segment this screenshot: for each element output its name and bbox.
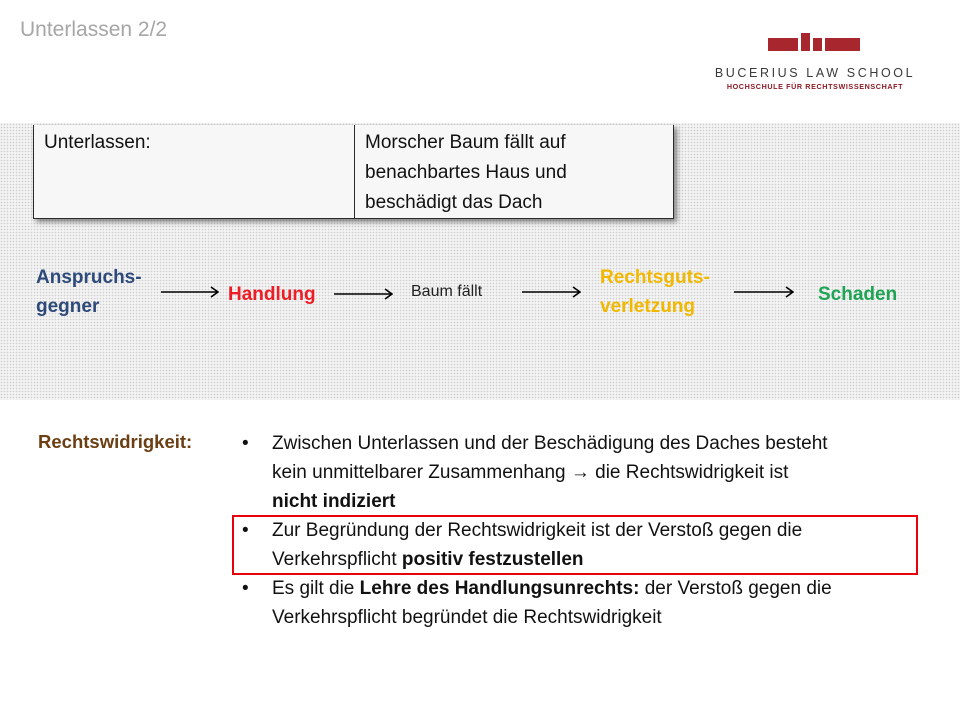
arrow-right-icon — [334, 288, 393, 300]
bullet-bold-text: nicht indiziert — [272, 491, 396, 512]
slide-title: Unterlassen 2/2 — [20, 18, 168, 41]
table-description-line: benachbartes Haus und — [365, 162, 567, 183]
bullet-icon: • — [242, 578, 249, 599]
arrow-right-icon — [522, 286, 581, 298]
bucerius-logo — [700, 33, 930, 93]
table-cell-description — [355, 125, 673, 218]
rechtswidrigkeit-label: Rechtswidrigkeit: — [38, 431, 193, 452]
list-item — [240, 429, 930, 516]
flow-anspruchsgegner — [36, 263, 142, 321]
flow-rechtsguts-line: Rechtsguts- — [600, 267, 710, 288]
flow-baum-faellt: Baum fällt — [411, 283, 483, 300]
logo-subtitle: HOCHSCHULE FÜR RECHTSWISSENSCHAFT — [726, 82, 904, 91]
flow-anspruchsgegner-line: gegner — [36, 296, 100, 317]
flow-rechtsgutsverletzung — [600, 263, 710, 321]
bullet-bold-text: positiv festzustellen — [401, 549, 584, 570]
bullet-text: Verkehrspflicht — [272, 549, 402, 570]
bullet-icon: • — [242, 520, 249, 541]
bullet-line: kein unmittelbarer Zusammenhang → die Rechtswidrigkeit ist — [272, 462, 789, 483]
flow-schaden: Schaden — [818, 284, 898, 305]
logo-bars-icon — [768, 33, 860, 53]
bullet-line: Verkehrspflicht begründet die Rechtswidrigkeit — [272, 607, 662, 628]
bullet-line: Zwischen Unterlassen und der Beschädigung des Daches besteht — [272, 433, 828, 454]
table-description-line: Morscher Baum fällt auf — [365, 132, 566, 153]
case-table — [33, 125, 674, 219]
table-cell-label — [34, 125, 355, 218]
flow-handlung: Handlung — [228, 284, 316, 305]
bullet-text: der Verstoß gegen die — [639, 578, 832, 599]
bullet-icon: • — [242, 433, 249, 454]
flow-rechtsguts-line: verletzung — [600, 296, 696, 317]
bullet-bold-text: Lehre des Handlungsunrechts: — [359, 578, 640, 599]
table-description-line: beschädigt das Dach — [365, 192, 543, 213]
logo-wordmark: BUCERIUS LAW SCHOOL — [714, 66, 916, 80]
bullet-text: Es gilt die — [272, 578, 360, 599]
arrow-right-icon — [734, 286, 794, 298]
list-item — [240, 574, 930, 632]
arrow-right-icon — [161, 286, 219, 298]
table-label-text: Unterlassen: — [44, 132, 151, 153]
bullet-line: Zur Begründung der Rechtswidrigkeit ist der Verstoß gegen die — [272, 520, 803, 541]
highlight-box — [232, 515, 918, 575]
flow-anspruchsgegner-line: Anspruchs- — [36, 267, 142, 288]
